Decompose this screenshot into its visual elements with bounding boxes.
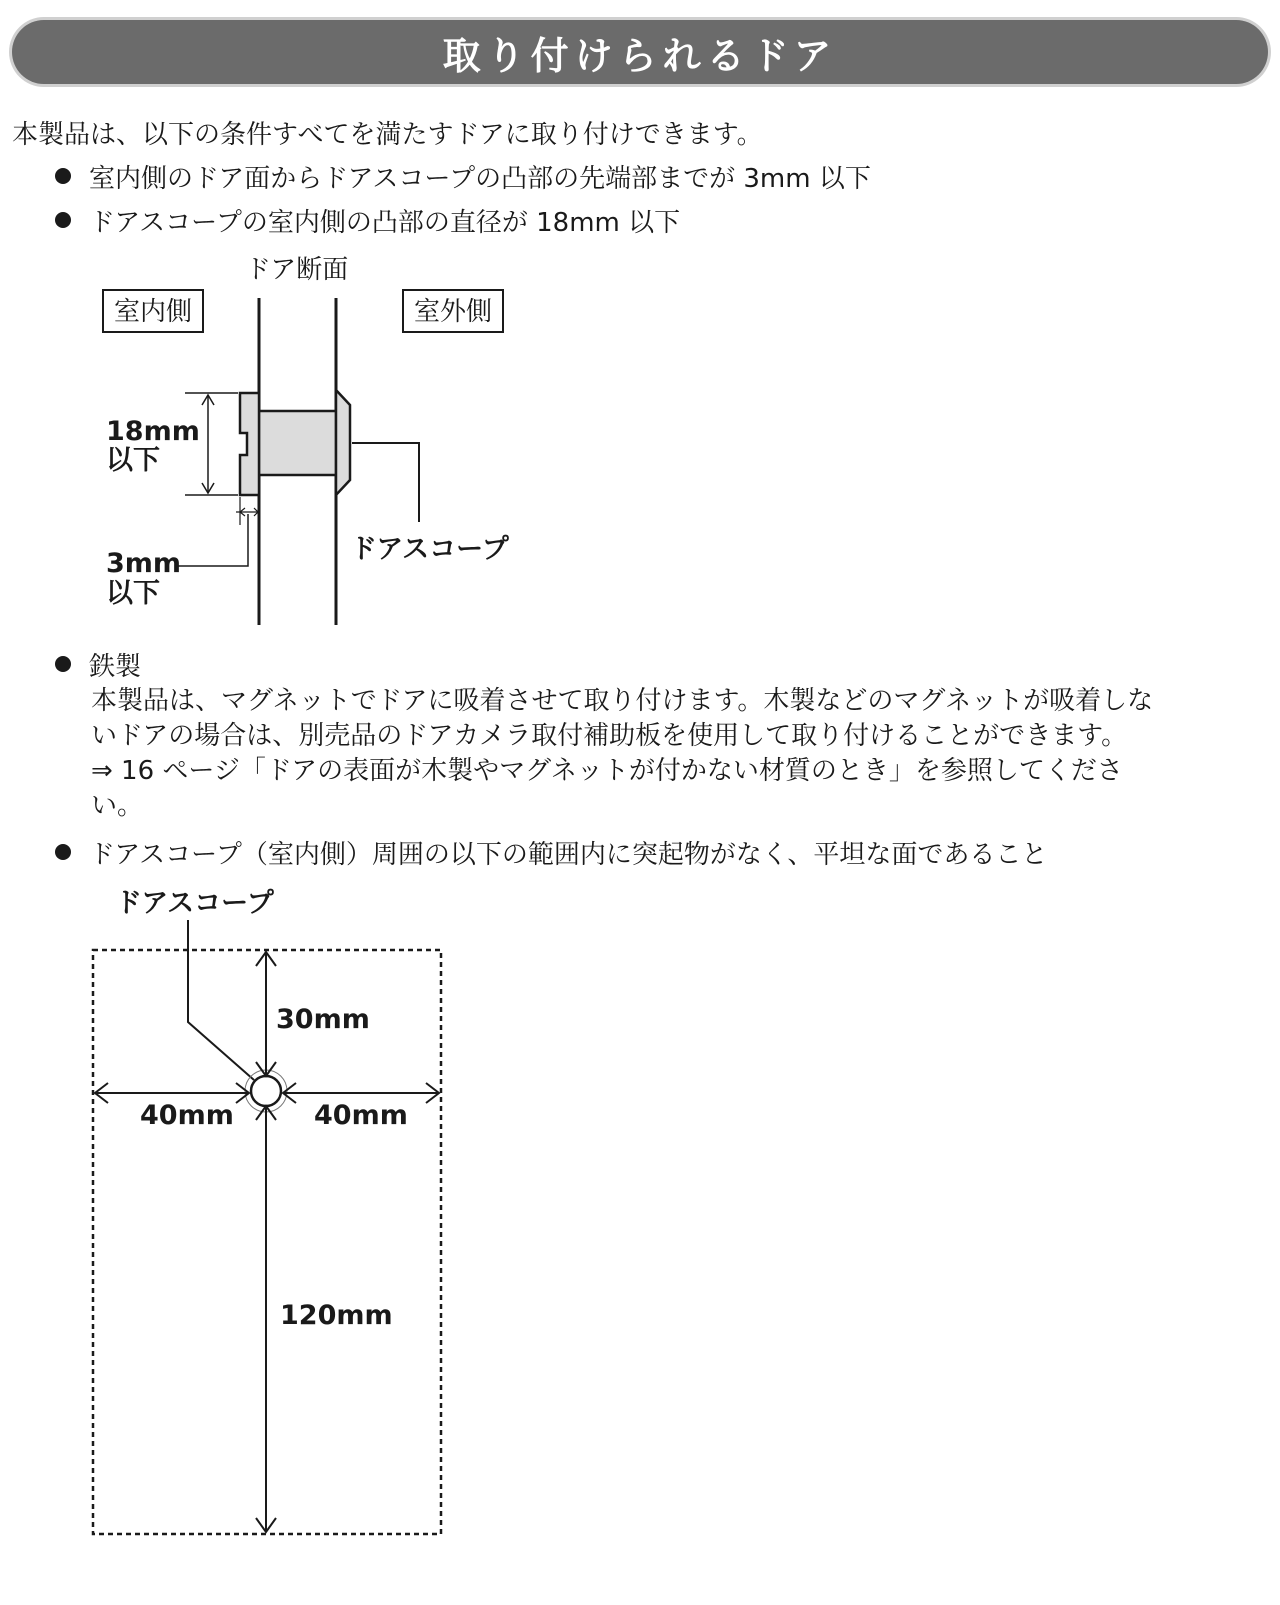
intro-text: 本製品は、以下の条件すべてを満たすドアに取り付けできます。 <box>12 120 763 150</box>
iron-description-line: 本製品は、マグネットでドアに吸着させて取り付けます。木製などのマグネットが吸着しな <box>91 686 1154 716</box>
right-clearance-label: 40mm <box>314 1100 408 1131</box>
door-scope-shape <box>240 390 350 495</box>
door-section-label: ドア断面 <box>245 255 349 285</box>
left-clearance-label: 40mm <box>140 1100 234 1131</box>
scope-leader-line <box>352 443 419 522</box>
bullet-icon <box>55 168 71 184</box>
clearance-diagram <box>0 880 520 1560</box>
depth-label-limit: 以下 <box>106 578 160 609</box>
section-title: 取り付けられるドア <box>442 33 838 78</box>
condition-text: ドアスコープの室内側の凸部の直径が 18mm 以下 <box>89 208 681 238</box>
condition-item-flat <box>55 834 1047 871</box>
iron-description-line: いドアの場合は、別売品のドアカメラ取付補助板を使用して取り付けることができます。 <box>91 721 1128 751</box>
condition-item <box>55 202 680 239</box>
bullet-icon <box>55 844 71 860</box>
bullet-icon <box>55 212 71 228</box>
top-clearance-label: 30mm <box>276 1004 370 1035</box>
condition-item-iron <box>55 646 141 683</box>
outdoor-label: 室外側 <box>414 297 493 327</box>
bottom-clearance-label: 120mm <box>280 1300 393 1331</box>
indoor-label: 室内側 <box>114 297 193 327</box>
clearance-scope-leader <box>188 920 254 1080</box>
iron-reference-line: ⇒ 16 ページ「ドアの表面が木製やマグネットが付かない材質のとき」を参照してくださ <box>91 756 1123 786</box>
flat-condition-text: ドアスコープ（室内側）周囲の以下の範囲内に突起物がなく、平坦な面であること <box>89 840 1048 870</box>
condition-text: 室内側のドア面からドアスコープの凸部の先端部までが 3mm 以下 <box>89 164 871 194</box>
scope-label: ドアスコープ <box>350 534 509 565</box>
iron-description-line: い。 <box>91 791 144 821</box>
section-title-bar <box>12 20 1268 84</box>
depth-label-value: 3mm <box>106 548 182 579</box>
diameter-label-value: 18mm <box>106 416 200 447</box>
depth-dimension <box>178 497 258 566</box>
door-section-diagram <box>0 240 620 640</box>
bullet-icon <box>55 656 71 672</box>
diameter-label-limit: 以下 <box>106 445 160 476</box>
clearance-scope-label: ドアスコープ <box>115 888 274 919</box>
iron-heading: 鉄製 <box>89 652 142 682</box>
condition-item <box>55 158 871 195</box>
